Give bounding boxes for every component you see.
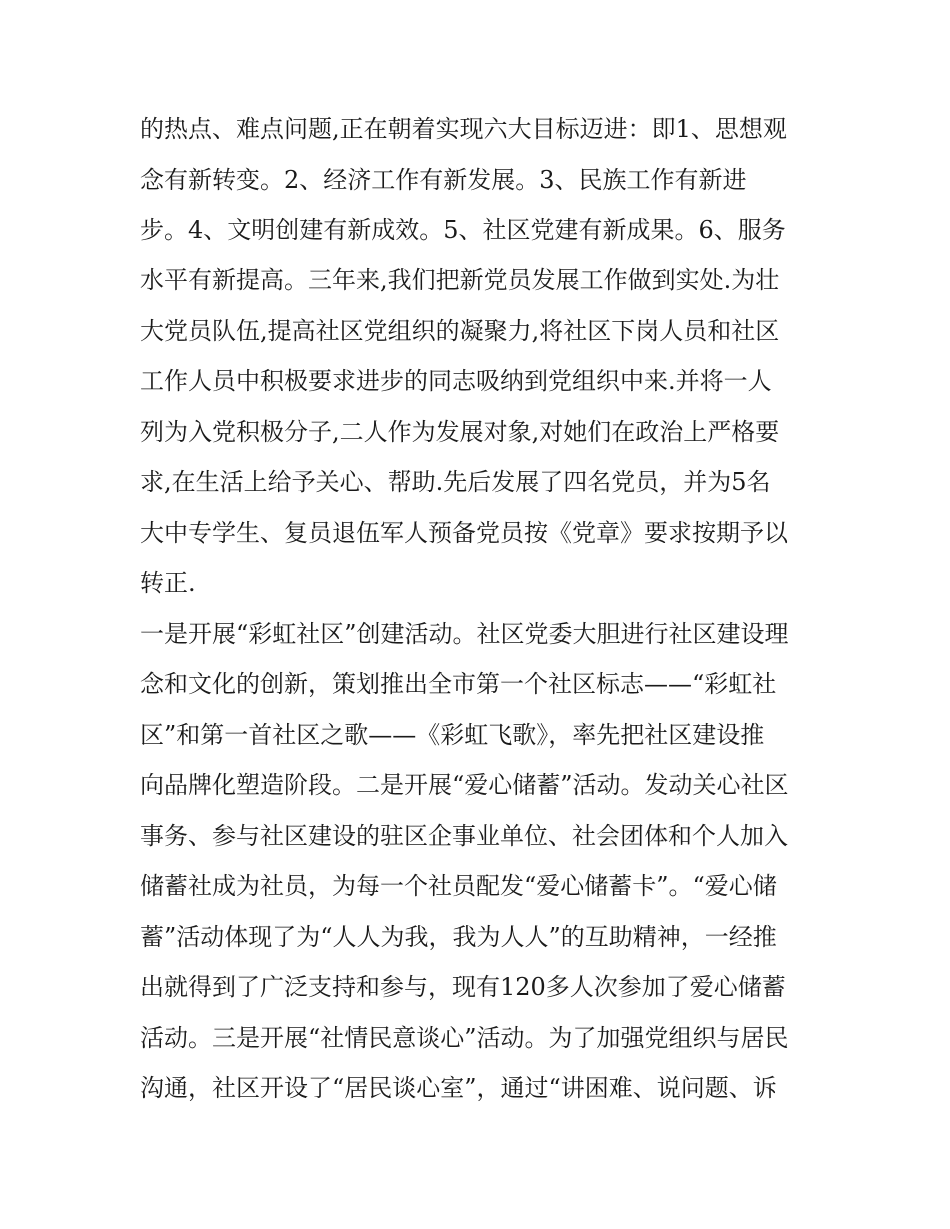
text-line: 大党员队伍,提高社区党组织的凝聚力,将社区下岗人员和社区 xyxy=(140,317,780,345)
text-line: 的热点、难点问题,正在朝着实现六大目标迈进：即1、思想观 xyxy=(140,115,787,143)
text-line: 沟通，社区开设了“居民谈心室”，通过“讲困难、说问题、诉 xyxy=(140,1074,777,1102)
text-line: 储蓄社成为社员，为每一个社员配发“爱心储蓄卡”。“爱心储 xyxy=(140,872,777,900)
text-line: 念和文化的创新，策划推出全市第一个社区标志——“彩虹社 xyxy=(140,670,777,698)
text-line: 步。4、文明创建有新成效。5、社区党建有新成果。6、服务 xyxy=(140,216,786,244)
text-line: 大中专学生、复员退伍军人预备党员按《党章》要求按期予以 xyxy=(140,519,788,547)
text-line: 转正. xyxy=(140,569,196,597)
text-line: 一是开展“彩虹社区”创建活动。社区党委大胆进行社区建设理 xyxy=(140,620,789,648)
text-line: 工作人员中积极要求进步的同志吸纳到党组织中来.并将一人 xyxy=(140,367,772,395)
text-line: 列为入党积极分子,二人作为发展对象,对她们在政治上严格要 xyxy=(140,418,780,446)
text-line: 求,在生活上给予关心、帮助.先后发展了四名党员，并为5名 xyxy=(140,468,771,496)
text-line: 区”和第一首社区之歌——《彩虹飞歌》，率先把社区建设推 xyxy=(140,721,765,749)
text-line: 向品牌化塑造阶段。二是开展“爱心储蓄”活动。发动关心社区 xyxy=(140,771,789,799)
text-line: 出就得到了广泛支持和参与，现有120多人次参加了爱心储蓄 xyxy=(140,973,786,1001)
text-line: 活动。三是开展“社情民意谈心”活动。为了加强党组织与居民 xyxy=(140,1024,789,1052)
text-line: 水平有新提高。三年来,我们把新党员发展工作做到实处.为壮 xyxy=(140,266,780,294)
text-line: 蓄”活动体现了为“人人为我，我为人人”的互助精神，一经推 xyxy=(140,923,777,951)
text-line: 事务、参与社区建设的驻区企事业单位、社会团体和个人加入 xyxy=(140,822,788,850)
text-line: 念有新转变。2、经济工作有新发展。3、民族工作有新进 xyxy=(140,166,747,194)
